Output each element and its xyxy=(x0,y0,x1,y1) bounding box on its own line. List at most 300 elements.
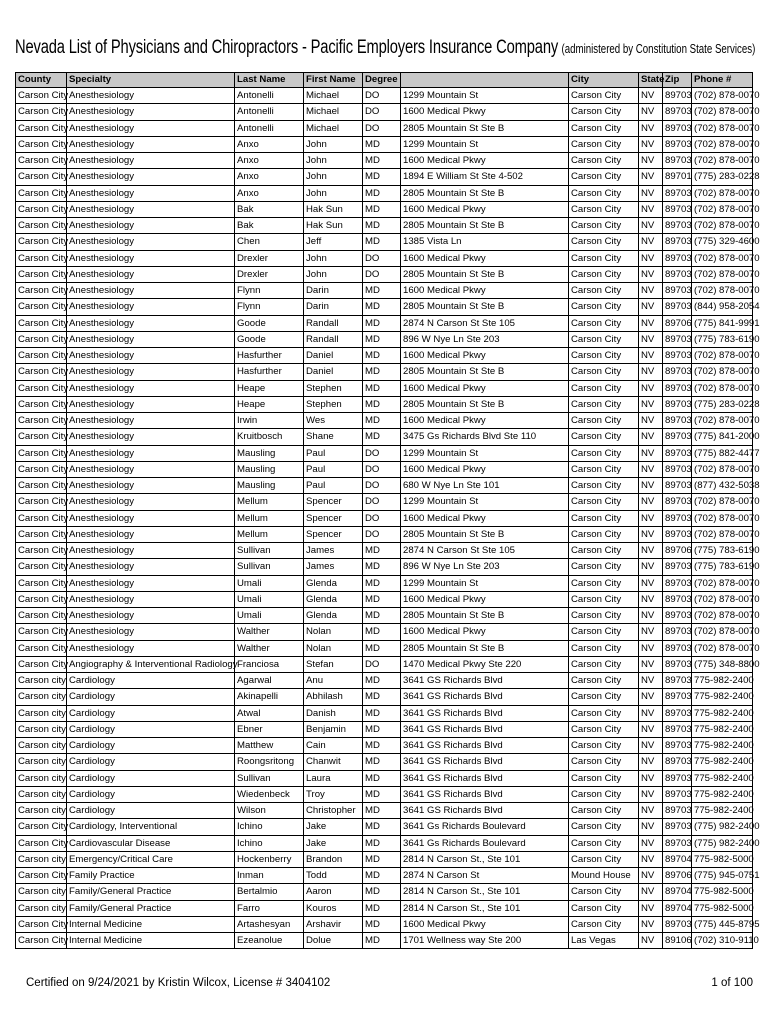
cell-specialty: Anesthesiology xyxy=(67,136,235,152)
cell-county: Carson City xyxy=(16,543,67,559)
cell-address: 1600 Medical Pkwy xyxy=(401,510,569,526)
cell-last-name: Bak xyxy=(235,218,304,234)
cell-phone: (775) 348-8800 xyxy=(692,656,753,672)
cell-city: Carson City xyxy=(569,218,639,234)
cell-degree: MD xyxy=(363,234,401,250)
cell-first-name: Glenda xyxy=(304,575,363,591)
cell-zip: 89703 xyxy=(663,770,692,786)
cell-specialty: Anesthesiology xyxy=(67,380,235,396)
cell-phone: 775-982-2400 xyxy=(692,738,753,754)
cell-specialty: Cardiology xyxy=(67,754,235,770)
table-row xyxy=(16,364,753,380)
cell-address: 3641 GS Richards Blvd xyxy=(401,673,569,689)
cell-city: Carson City xyxy=(569,315,639,331)
cell-state: NV xyxy=(639,331,663,347)
cell-county: Carson City xyxy=(16,478,67,494)
cell-zip: 89703 xyxy=(663,689,692,705)
cell-city: Carson City xyxy=(569,494,639,510)
cell-degree: MD xyxy=(363,738,401,754)
table-row xyxy=(16,721,753,737)
cell-county: Carson City xyxy=(16,104,67,120)
cell-state: NV xyxy=(639,803,663,819)
cell-zip: 89703 xyxy=(663,624,692,640)
cell-state: NV xyxy=(639,786,663,802)
cell-phone: 775-982-2400 xyxy=(692,673,753,689)
cell-address: 2805 Mountain St Ste B xyxy=(401,266,569,282)
cell-county: Carson City xyxy=(16,429,67,445)
cell-first-name: Todd xyxy=(304,868,363,884)
cell-city: Carson City xyxy=(569,461,639,477)
cell-city: Las Vegas xyxy=(569,933,639,949)
cell-address: 1600 Medical Pkwy xyxy=(401,624,569,640)
cell-county: Carson City xyxy=(16,218,67,234)
cell-degree: DO xyxy=(363,266,401,282)
cell-first-name: Darin xyxy=(304,299,363,315)
cell-county: Carson City xyxy=(16,591,67,607)
cell-address: 1600 Medical Pkwy xyxy=(401,591,569,607)
cell-specialty: Anesthesiology xyxy=(67,218,235,234)
cell-city: Carson City xyxy=(569,900,639,916)
cell-state: NV xyxy=(639,868,663,884)
cell-phone: (702) 878-0070 xyxy=(692,201,753,217)
cell-last-name: Sullivan xyxy=(235,770,304,786)
table-row xyxy=(16,803,753,819)
cell-state: NV xyxy=(639,234,663,250)
cell-zip: 89703 xyxy=(663,608,692,624)
cell-zip: 89106 xyxy=(663,933,692,949)
cell-zip: 89703 xyxy=(663,591,692,607)
cell-phone: (702) 878-0070 xyxy=(692,575,753,591)
cell-address: 3641 GS Richards Blvd xyxy=(401,803,569,819)
cell-first-name: Randall xyxy=(304,331,363,347)
cell-specialty: Anesthesiology xyxy=(67,104,235,120)
cell-degree: DO xyxy=(363,478,401,494)
cell-phone: (702) 878-0070 xyxy=(692,624,753,640)
cell-state: NV xyxy=(639,413,663,429)
cell-first-name: Stefan xyxy=(304,656,363,672)
cell-specialty: Anesthesiology xyxy=(67,510,235,526)
cell-last-name: Anxo xyxy=(235,153,304,169)
cell-zip: 89703 xyxy=(663,218,692,234)
cell-city: Carson City xyxy=(569,884,639,900)
cell-phone: (702) 878-0070 xyxy=(692,104,753,120)
cell-state: NV xyxy=(639,104,663,120)
cell-specialty: Internal Medicine xyxy=(67,916,235,932)
cell-zip: 89703 xyxy=(663,266,692,282)
table-row xyxy=(16,266,753,282)
cell-county: Carson city xyxy=(16,786,67,802)
cell-specialty: Cardiology xyxy=(67,786,235,802)
table-row xyxy=(16,786,753,802)
cell-county: Carson City xyxy=(16,266,67,282)
cell-phone: 775-982-5000 xyxy=(692,900,753,916)
cell-last-name: Ebner xyxy=(235,721,304,737)
cell-phone: (775) 982-2400 xyxy=(692,819,753,835)
cell-county: Carson City xyxy=(16,234,67,250)
cell-city: Carson City xyxy=(569,120,639,136)
cell-zip: 89703 xyxy=(663,234,692,250)
table-row xyxy=(16,250,753,266)
cell-city: Carson City xyxy=(569,786,639,802)
cell-county: Carson City xyxy=(16,331,67,347)
cell-first-name: John xyxy=(304,169,363,185)
cell-zip: 89703 xyxy=(663,478,692,494)
cell-degree: MD xyxy=(363,916,401,932)
cell-first-name: James xyxy=(304,559,363,575)
cell-zip: 89703 xyxy=(663,136,692,152)
cell-last-name: Irwin xyxy=(235,413,304,429)
table-row xyxy=(16,608,753,624)
cell-last-name: Akinapelli xyxy=(235,689,304,705)
table-row xyxy=(16,331,753,347)
cell-degree: MD xyxy=(363,559,401,575)
cell-address: 3641 GS Richards Blvd xyxy=(401,770,569,786)
table-row xyxy=(16,575,753,591)
cell-first-name: Nolan xyxy=(304,640,363,656)
cell-phone: (702) 878-0070 xyxy=(692,136,753,152)
cell-zip: 89706 xyxy=(663,868,692,884)
table-row xyxy=(16,461,753,477)
cell-address: 2874 N Carson St xyxy=(401,868,569,884)
cell-first-name: Arshavir xyxy=(304,916,363,932)
cell-county: Carson city xyxy=(16,673,67,689)
cell-phone: (775) 982-2400 xyxy=(692,835,753,851)
cell-county: Carson City xyxy=(16,250,67,266)
table-row xyxy=(16,689,753,705)
cell-degree: MD xyxy=(363,900,401,916)
cell-state: NV xyxy=(639,591,663,607)
cell-degree: MD xyxy=(363,608,401,624)
cell-city: Carson City xyxy=(569,510,639,526)
cell-state: NV xyxy=(639,526,663,542)
cell-specialty: Anesthesiology xyxy=(67,331,235,347)
table-row xyxy=(16,868,753,884)
cell-address: 2814 N Carson St., Ste 101 xyxy=(401,884,569,900)
table-row xyxy=(16,315,753,331)
cell-state: NV xyxy=(639,153,663,169)
cell-zip: 89706 xyxy=(663,543,692,559)
cell-address: 2805 Mountain St Ste B xyxy=(401,364,569,380)
table-row xyxy=(16,754,753,770)
cell-degree: DO xyxy=(363,656,401,672)
cell-address: 680 W Nye Ln Ste 101 xyxy=(401,478,569,494)
table-row xyxy=(16,169,753,185)
cell-city: Carson City xyxy=(569,445,639,461)
cell-county: Carson City xyxy=(16,380,67,396)
col-header-first-name: First Name xyxy=(304,73,363,88)
cell-degree: DO xyxy=(363,510,401,526)
cell-state: NV xyxy=(639,201,663,217)
cell-zip: 89703 xyxy=(663,738,692,754)
cell-state: NV xyxy=(639,429,663,445)
cell-last-name: Umali xyxy=(235,575,304,591)
cell-county: Carson city xyxy=(16,754,67,770)
cell-degree: MD xyxy=(363,136,401,152)
cell-last-name: Anxo xyxy=(235,185,304,201)
cell-zip: 89703 xyxy=(663,559,692,575)
cell-degree: MD xyxy=(363,640,401,656)
cell-specialty: Cardiology xyxy=(67,738,235,754)
cell-state: NV xyxy=(639,136,663,152)
cell-specialty: Anesthesiology xyxy=(67,461,235,477)
cell-city: Carson City xyxy=(569,851,639,867)
cell-specialty: Anesthesiology xyxy=(67,559,235,575)
cell-last-name: Goode xyxy=(235,315,304,331)
cell-first-name: Benjamin xyxy=(304,721,363,737)
cell-last-name: Drexler xyxy=(235,250,304,266)
cell-state: NV xyxy=(639,396,663,412)
table-row xyxy=(16,429,753,445)
cell-specialty: Anesthesiology xyxy=(67,526,235,542)
cell-first-name: Jeff xyxy=(304,234,363,250)
cell-county: Carson City xyxy=(16,575,67,591)
table-row xyxy=(16,738,753,754)
cell-degree: MD xyxy=(363,283,401,299)
cell-first-name: Daniel xyxy=(304,364,363,380)
cell-county: Carson City xyxy=(16,624,67,640)
cell-zip: 89703 xyxy=(663,396,692,412)
cell-first-name: Danish xyxy=(304,705,363,721)
cell-zip: 89703 xyxy=(663,494,692,510)
cell-city: Carson City xyxy=(569,640,639,656)
cell-degree: DO xyxy=(363,104,401,120)
cell-address: 1600 Medical Pkwy xyxy=(401,413,569,429)
table-row xyxy=(16,851,753,867)
cell-state: NV xyxy=(639,689,663,705)
cell-state: NV xyxy=(639,218,663,234)
cell-specialty: Anesthesiology xyxy=(67,185,235,201)
cell-city: Carson City xyxy=(569,250,639,266)
cell-first-name: John xyxy=(304,136,363,152)
cell-last-name: Heape xyxy=(235,380,304,396)
cell-address: 1299 Mountain St xyxy=(401,88,569,104)
cell-degree: MD xyxy=(363,868,401,884)
cell-specialty: Family/General Practice xyxy=(67,884,235,900)
cell-address: 2805 Mountain St Ste B xyxy=(401,640,569,656)
cell-phone: (844) 958-2054 xyxy=(692,299,753,315)
cell-state: NV xyxy=(639,656,663,672)
cell-county: Carson city xyxy=(16,689,67,705)
cell-state: NV xyxy=(639,738,663,754)
cell-first-name: Cain xyxy=(304,738,363,754)
cell-phone: 775-982-2400 xyxy=(692,770,753,786)
cell-first-name: Wes xyxy=(304,413,363,429)
table-row xyxy=(16,348,753,364)
cell-first-name: Hak Sun xyxy=(304,218,363,234)
cell-first-name: Brandon xyxy=(304,851,363,867)
cell-phone: (775) 283-0228 xyxy=(692,169,753,185)
cell-first-name: Troy xyxy=(304,786,363,802)
cell-first-name: Spencer xyxy=(304,526,363,542)
cell-city: Carson City xyxy=(569,364,639,380)
cell-specialty: Anesthesiology xyxy=(67,429,235,445)
cell-address: 3641 GS Richards Blvd xyxy=(401,738,569,754)
cell-first-name: Aaron xyxy=(304,884,363,900)
table-row xyxy=(16,153,753,169)
cell-zip: 89703 xyxy=(663,916,692,932)
table-row xyxy=(16,705,753,721)
cell-phone: (702) 878-0070 xyxy=(692,526,753,542)
table-row xyxy=(16,624,753,640)
cell-first-name: Randall xyxy=(304,315,363,331)
cell-county: Carson City xyxy=(16,819,67,835)
cell-zip: 89703 xyxy=(663,120,692,136)
cell-first-name: Paul xyxy=(304,478,363,494)
cell-last-name: Flynn xyxy=(235,283,304,299)
cell-phone: 775-982-2400 xyxy=(692,721,753,737)
cell-first-name: John xyxy=(304,185,363,201)
cell-first-name: Daniel xyxy=(304,348,363,364)
cell-city: Carson City xyxy=(569,673,639,689)
cell-city: Mound House xyxy=(569,868,639,884)
cell-last-name: Hockenberry xyxy=(235,851,304,867)
cell-first-name: Stephen xyxy=(304,380,363,396)
cell-phone: 775-982-2400 xyxy=(692,786,753,802)
cell-first-name: Dolue xyxy=(304,933,363,949)
cell-specialty: Cardiology xyxy=(67,803,235,819)
cell-city: Carson City xyxy=(569,380,639,396)
cell-last-name: Antonelli xyxy=(235,88,304,104)
cell-address: 1701 Wellness way Ste 200 xyxy=(401,933,569,949)
cell-degree: MD xyxy=(363,429,401,445)
cell-last-name: Ichino xyxy=(235,819,304,835)
cell-zip: 89706 xyxy=(663,315,692,331)
cell-first-name: Spencer xyxy=(304,510,363,526)
cell-last-name: Mausling xyxy=(235,461,304,477)
cell-address: 3641 Gs Richards Boulevard xyxy=(401,835,569,851)
cell-specialty: Anesthesiology xyxy=(67,283,235,299)
cell-city: Carson City xyxy=(569,705,639,721)
cell-phone: (702) 878-0070 xyxy=(692,608,753,624)
cell-address: 1299 Mountain St xyxy=(401,494,569,510)
cell-phone: 775-982-5000 xyxy=(692,884,753,900)
cell-state: NV xyxy=(639,88,663,104)
cell-address: 1600 Medical Pkwy xyxy=(401,283,569,299)
cell-city: Carson City xyxy=(569,770,639,786)
cell-address: 1299 Mountain St xyxy=(401,136,569,152)
cell-first-name: Darin xyxy=(304,283,363,299)
cell-degree: MD xyxy=(363,413,401,429)
cell-specialty: Family Practice xyxy=(67,868,235,884)
cell-first-name: Paul xyxy=(304,445,363,461)
cell-phone: (702) 878-0070 xyxy=(692,364,753,380)
cell-phone: (702) 878-0070 xyxy=(692,510,753,526)
cell-zip: 89703 xyxy=(663,510,692,526)
cell-first-name: Shane xyxy=(304,429,363,445)
cell-state: NV xyxy=(639,770,663,786)
cell-specialty: Anesthesiology xyxy=(67,315,235,331)
table-row xyxy=(16,413,753,429)
cell-zip: 89703 xyxy=(663,250,692,266)
cell-last-name: Umali xyxy=(235,591,304,607)
cell-zip: 89703 xyxy=(663,526,692,542)
cell-state: NV xyxy=(639,575,663,591)
cell-state: NV xyxy=(639,640,663,656)
cell-first-name: Glenda xyxy=(304,591,363,607)
table-row xyxy=(16,136,753,152)
cell-zip: 89701 xyxy=(663,169,692,185)
cell-state: NV xyxy=(639,120,663,136)
cell-state: NV xyxy=(639,510,663,526)
cell-last-name: Wilson xyxy=(235,803,304,819)
cell-zip: 89703 xyxy=(663,153,692,169)
cell-last-name: Anxo xyxy=(235,169,304,185)
col-header-last-name: Last Name xyxy=(235,73,304,88)
cell-city: Carson City xyxy=(569,136,639,152)
cell-county: Carson City xyxy=(16,299,67,315)
table-row xyxy=(16,494,753,510)
table-row xyxy=(16,283,753,299)
cell-address: 1600 Medical Pkwy xyxy=(401,380,569,396)
cell-address: 2814 N Carson St., Ste 101 xyxy=(401,851,569,867)
cell-specialty: Cardiology xyxy=(67,673,235,689)
cell-last-name: Sullivan xyxy=(235,543,304,559)
cell-degree: MD xyxy=(363,169,401,185)
cell-city: Carson City xyxy=(569,153,639,169)
cell-first-name: Hak Sun xyxy=(304,201,363,217)
cell-county: Carson city xyxy=(16,900,67,916)
cell-phone: (702) 878-0070 xyxy=(692,591,753,607)
cell-state: NV xyxy=(639,900,663,916)
cell-last-name: Bertalmio xyxy=(235,884,304,900)
col-header-city: City xyxy=(569,73,639,88)
cell-specialty: Anesthesiology xyxy=(67,494,235,510)
cell-city: Carson City xyxy=(569,738,639,754)
table-row xyxy=(16,640,753,656)
cell-degree: MD xyxy=(363,673,401,689)
cell-zip: 89703 xyxy=(663,380,692,396)
cell-specialty: Angiography & Interventional Radiology xyxy=(67,656,235,672)
cell-first-name: Glenda xyxy=(304,608,363,624)
cell-specialty: Anesthesiology xyxy=(67,413,235,429)
cell-zip: 89703 xyxy=(663,364,692,380)
cell-state: NV xyxy=(639,348,663,364)
cell-zip: 89703 xyxy=(663,754,692,770)
cell-phone: (702) 878-0070 xyxy=(692,380,753,396)
cell-zip: 89703 xyxy=(663,656,692,672)
cell-phone: 775-982-2400 xyxy=(692,705,753,721)
cell-last-name: Heape xyxy=(235,396,304,412)
cell-degree: DO xyxy=(363,88,401,104)
table-row xyxy=(16,299,753,315)
document-title: Nevada List of Physicians and Chiropractors - Pacific Employers Insurance Company xyxy=(15,37,559,58)
cell-last-name: Hasfurther xyxy=(235,364,304,380)
cell-last-name: Goode xyxy=(235,331,304,347)
cell-phone: (702) 878-0070 xyxy=(692,266,753,282)
cell-county: Carson City xyxy=(16,510,67,526)
cell-last-name: Antonelli xyxy=(235,120,304,136)
cell-city: Carson City xyxy=(569,754,639,770)
cell-degree: MD xyxy=(363,851,401,867)
cell-state: NV xyxy=(639,916,663,932)
cell-county: Carson city xyxy=(16,851,67,867)
cell-city: Carson City xyxy=(569,916,639,932)
cell-state: NV xyxy=(639,185,663,201)
cell-degree: MD xyxy=(363,153,401,169)
cell-address: 1600 Medical Pkwy xyxy=(401,104,569,120)
cell-degree: MD xyxy=(363,705,401,721)
cell-first-name: John xyxy=(304,153,363,169)
cell-phone: 775-982-2400 xyxy=(692,689,753,705)
cell-zip: 89703 xyxy=(663,721,692,737)
cell-state: NV xyxy=(639,299,663,315)
table-row xyxy=(16,819,753,835)
cell-last-name: Mausling xyxy=(235,478,304,494)
table-row xyxy=(16,201,753,217)
table-row xyxy=(16,396,753,412)
cell-degree: MD xyxy=(363,364,401,380)
cell-phone: (702) 878-0070 xyxy=(692,461,753,477)
